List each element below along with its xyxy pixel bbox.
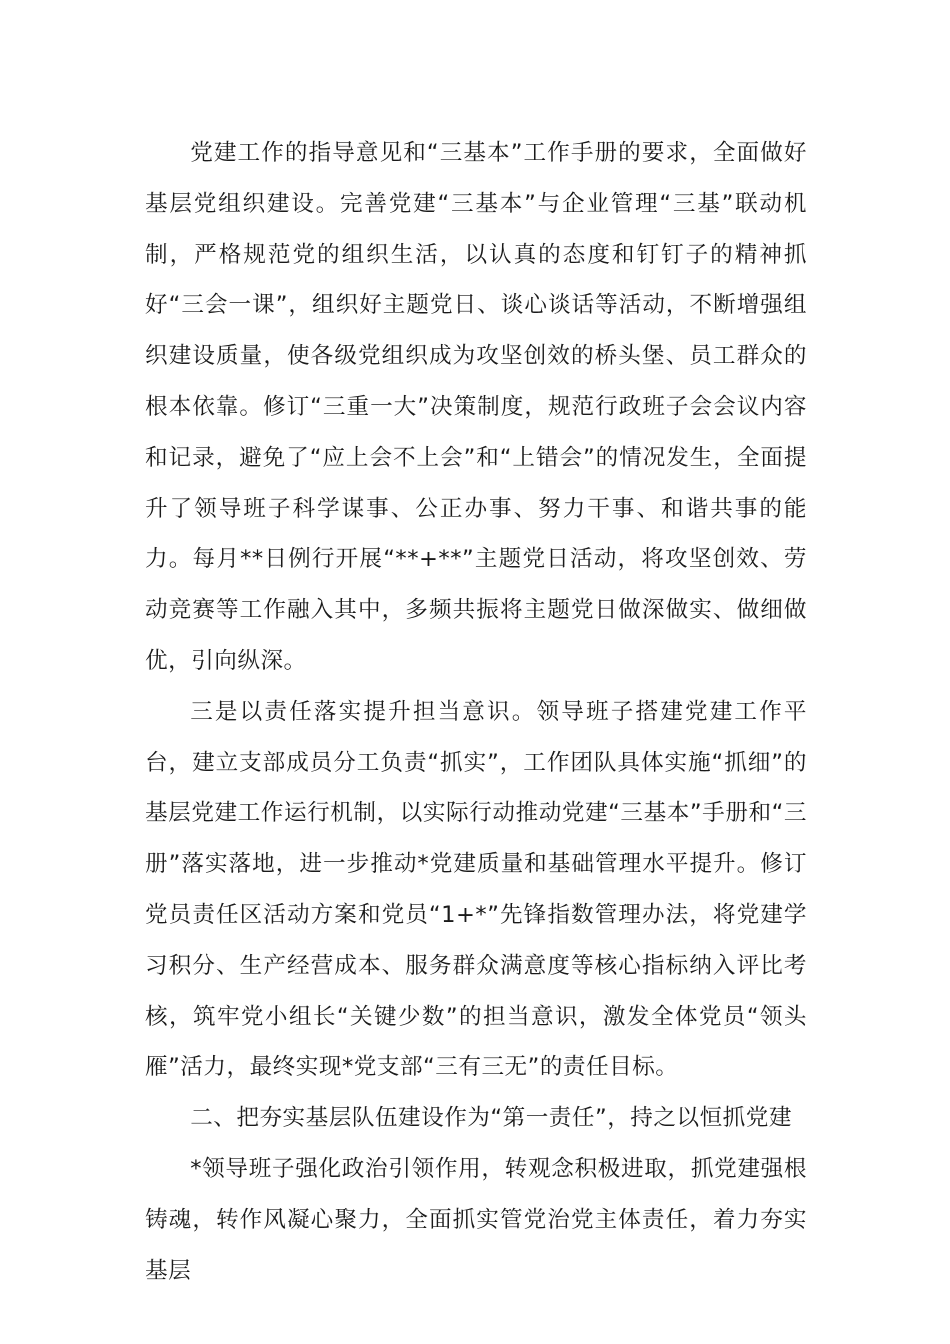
text-line: 册”落实落地，进一步推动*党建质量和基础管理水平提升。修订党 [145, 851, 807, 928]
text-line: 依靠。修订“三重一大”决策制度，规范行政班子会会议内容和记 [145, 393, 808, 471]
text-line: 建立支部成员分工负责“抓实”，工作团队具体实施“抓细”的基 [145, 749, 808, 827]
heading-text: 二、把夯实基层队伍建设作为“第一责任”，持之以恒抓党建 [190, 1105, 792, 1132]
text-line: 三是以责任落实提升担当意识。领导班子搭建党建工作平台， [145, 698, 807, 776]
text-line: 层党建工作运行机制，以实际行动推动党建“三基本”手册和“三 [168, 800, 808, 827]
text-line: 党建工作的指导意见和“三基本”工作手册的要求，全面做好 [190, 140, 807, 166]
text-line: 建设质量，使各级党组织成为攻坚创效的桥头堡、员工群众的根本 [145, 343, 808, 420]
text-line: 牢党小组长“关键少数”的担当意识，激发全体党员“领头雁”活 [145, 1003, 807, 1081]
paragraph-leadership [145, 1144, 807, 1296]
paragraph-party-building-guidance [145, 128, 807, 687]
text-line: 了领导班子科学谋事、公正办事、努力干事、和谐共事的能力。每 [145, 495, 808, 573]
text-line: 深。 [260, 647, 307, 674]
text-line: 制，严格规范党的组织生活，以认真的态度和钉钉子的精神抓好 [145, 241, 807, 319]
text-line: *领导班子强化政治引领作用，转观念积极进取，抓党建强根铸 [145, 1155, 807, 1233]
text-line: 员责任区活动方案和党员“1+*”先锋指数管理办法，将党建学习积 [145, 901, 808, 979]
text-line: 分、生产经营成本、服务群众满意度等核心指标纳入评比考核，筑 [145, 952, 808, 1030]
body-text [145, 128, 807, 1296]
section-heading [145, 1093, 807, 1144]
text-line: 工作融入其中，多频共振将主题党日做深做实、做细做优，引向纵 [145, 597, 808, 674]
text-line: 力，最终实现*党支部“三有三无”的责任目标。 [203, 1054, 679, 1081]
text-line: “三会一课”，组织好主题党日、谈心谈话等活动，不断增强组织 [145, 292, 808, 370]
paragraph-responsibility [145, 687, 807, 1093]
text-line: 录，避免了“应上会不上会”和“上错会”的情况发生，全面提升 [145, 444, 808, 522]
text-line: 基层党组织建设。完善党建“三基本”与企业管理“三基”联动机 [145, 190, 807, 217]
text-line: 魂，转作风凝心聚力，全面抓实管党治党主体责任，着力夯实基层 [145, 1206, 808, 1284]
text-line: 月**日例行开展“**+**”主题党日活动，将攻坚创效、劳动竞赛等 [145, 546, 808, 624]
